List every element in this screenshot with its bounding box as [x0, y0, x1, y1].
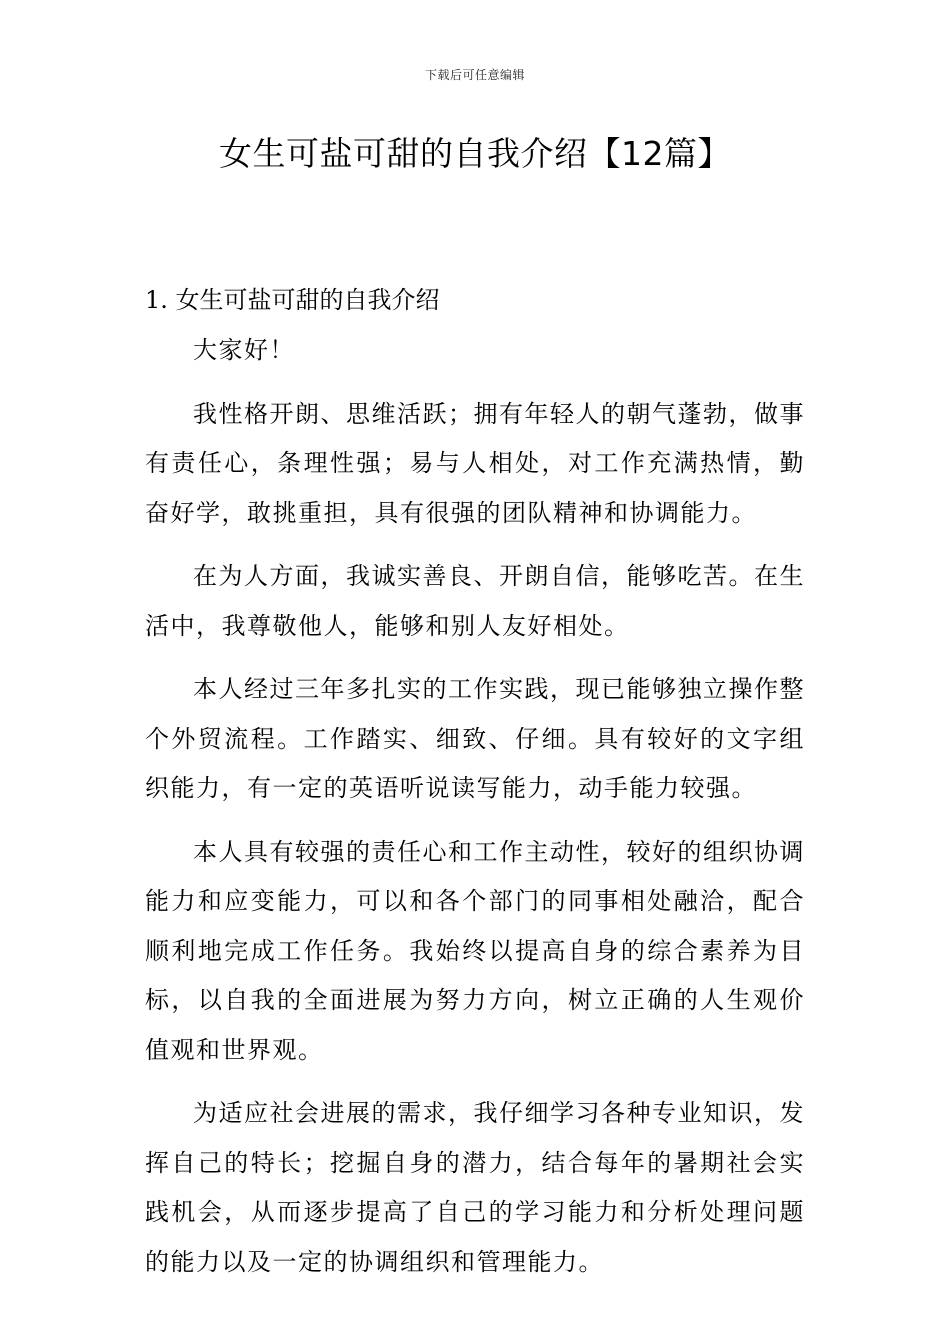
header-note: 下载后可任意编辑: [424, 68, 525, 82]
section-heading: 1. 女生可盐可甜的自我介绍: [145, 286, 440, 314]
paragraph-experience: 本人经过三年多扎实的工作实践，现已能够独立操作整个外贸流程。工作踏实、细致、仔细。具有较好的文字组织能力，有一定的英语听说读写能力，动手能力较强。: [145, 675, 805, 802]
document-body: [145, 282, 805, 1287]
paragraph-responsibility: 本人具有较强的责任心和工作主动性，较好的组织协调能力和应变能力，可以和各个部门的同事相处融洽，配合顺利地完成工作任务。我始终以提高自身的综合素养为目标，以自我的全面进展为努力方向，树立正确的人生观价值观和世界观。: [145, 837, 805, 1064]
paragraph-greeting: 大家好！: [193, 336, 295, 364]
document-title: 女生可盐可甜的自我介绍【12篇】: [219, 134, 731, 173]
paragraph-character: 在为人方面，我诚实善良、开朗自信，能够吃苦。在生活中，我尊敬他人，能够和别人友好相处。: [145, 562, 805, 640]
paragraph-learning: 为适应社会进展的需求，我仔细学习各种专业知识，发挥自己的特长；挖掘自身的潜力，结合每年的暑期社会实践机会，从而逐步提高了自己的学习能力和分析处理问题的能力以及一定的协调组织和管理能力。: [145, 1099, 805, 1276]
paragraph-personality: 我性格开朗、思维活跃；拥有年轻人的朝气蓬勃，做事有责任心，条理性强；易与人相处，对工作充满热情，勤奋好学，敢挑重担，具有很强的团队精神和协调能力。: [145, 399, 805, 527]
